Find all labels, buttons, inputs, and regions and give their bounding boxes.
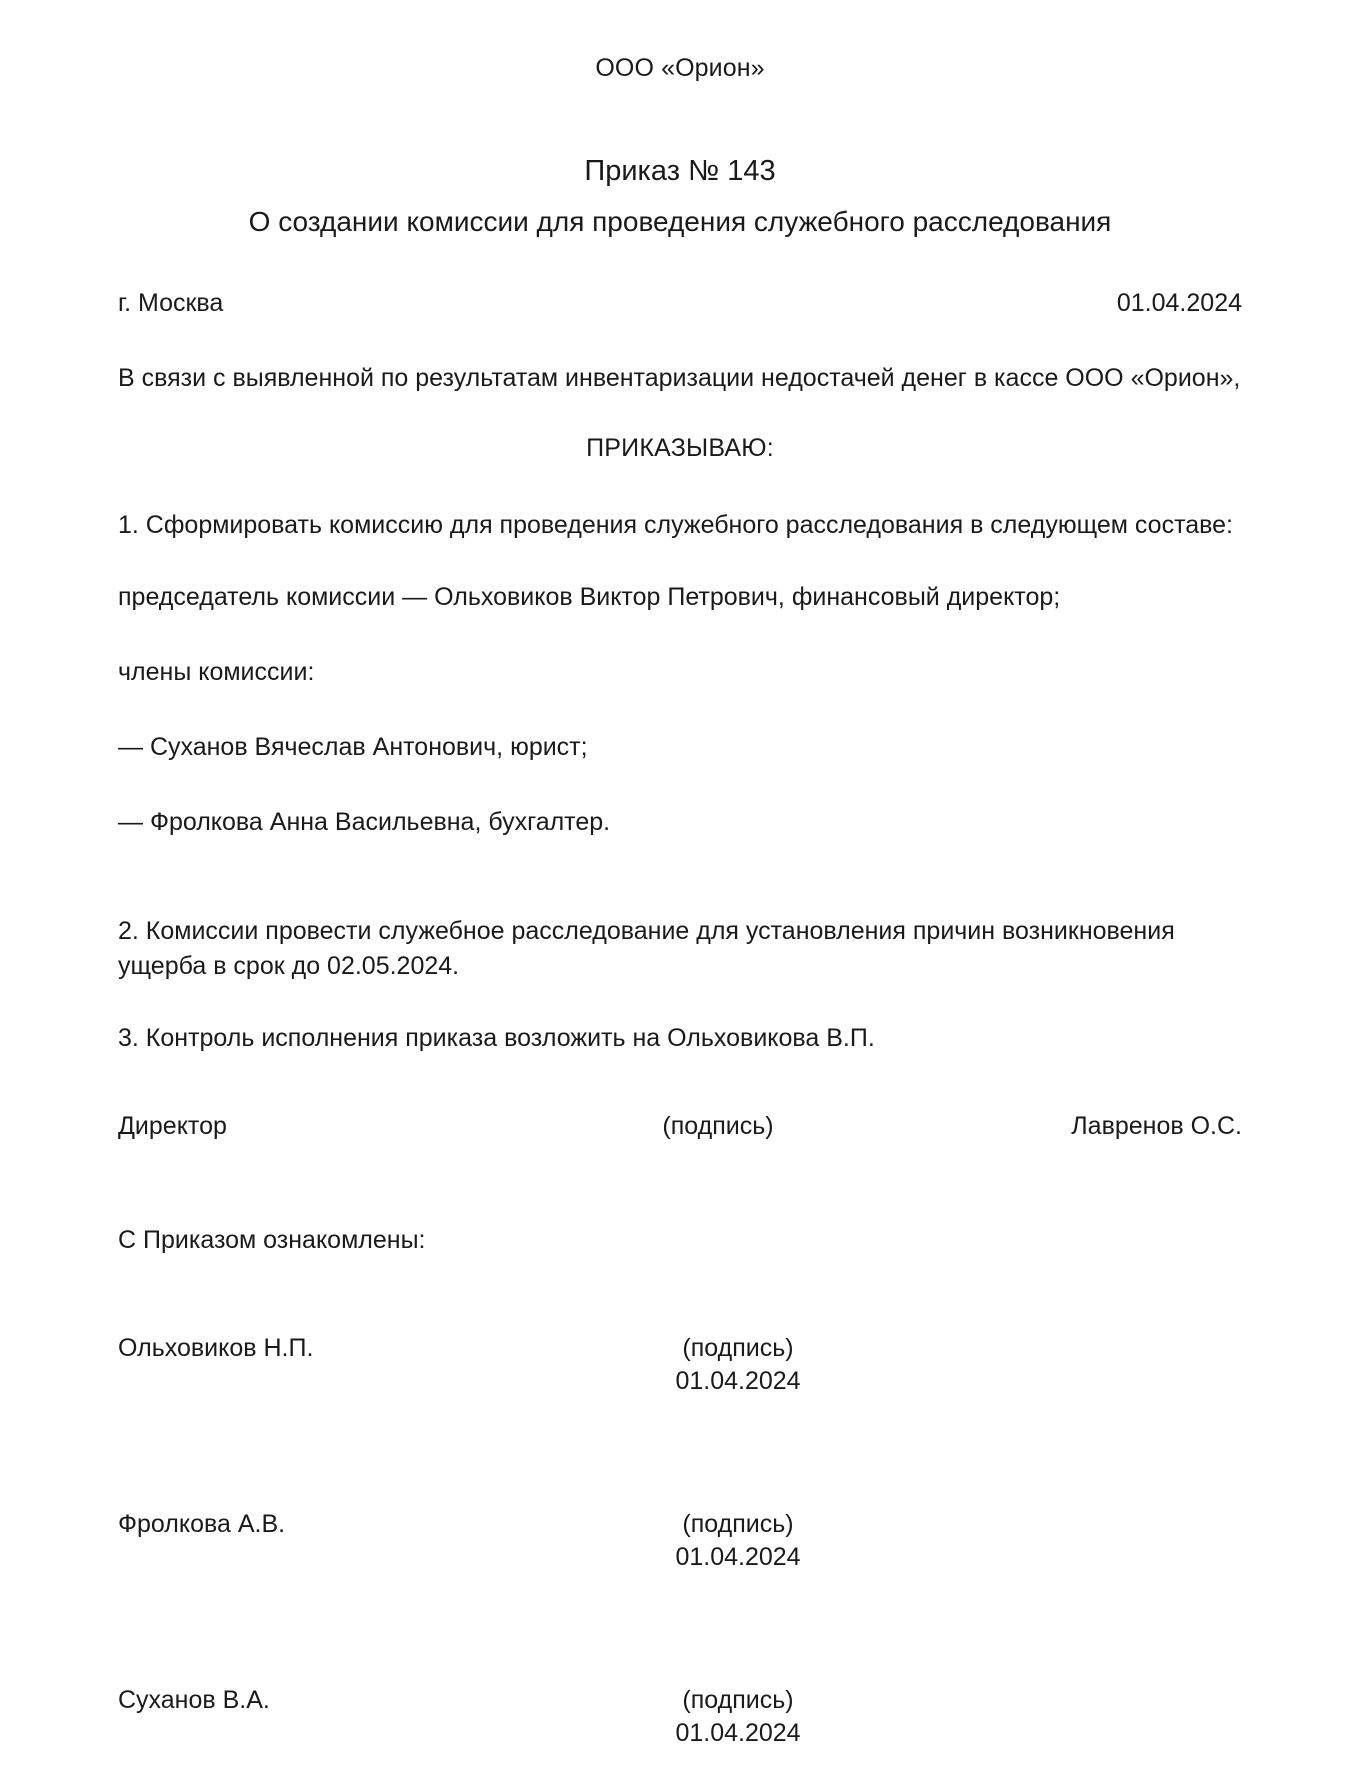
spacer: [118, 1398, 1242, 1508]
commission-member-1: — Суханов Вячеслав Антонович, юрист;: [118, 732, 588, 761]
page-title: Приказ № 143: [584, 154, 776, 187]
signature-placeholder: (подпись): [682, 1333, 794, 1362]
spacer: [118, 880, 1242, 914]
signature-date: 01.04.2024: [675, 1366, 801, 1395]
spacer: [118, 1092, 1242, 1110]
commission-members-label: члены комиссии:: [118, 657, 315, 686]
clause-1: 1. Сформировать комиссию для проведения служебного расследования в следующем составе:: [118, 511, 1234, 540]
acknowledgement-row: [118, 1332, 1242, 1398]
clause-3: 3. Контроль исполнения приказа возложить на Ольховикова В.П.: [118, 1023, 875, 1052]
commission-chairman: председатель комиссии — Ольховиков Виктор Петрович, финансовый директор;: [118, 582, 1061, 611]
acknowledger-signature-block: [588, 1684, 888, 1750]
acknowledgement-heading: С Приказом ознакомлены:: [118, 1225, 426, 1254]
order-keyword: ПРИКАЗЫВАЮ:: [586, 434, 774, 463]
acknowledger-name: Фролкова А.В.: [118, 1509, 286, 1538]
clause-2: 2. Комиссии провести служебное расследование для установления причин возникновения ущерба в срок до 02.05.2024.: [118, 916, 1175, 981]
signature-placeholder: (подпись): [682, 1509, 794, 1538]
signature-placeholder: (подпись): [682, 1685, 794, 1714]
acknowledgement-row: [118, 1684, 1242, 1750]
acknowledger-signature-block: [588, 1332, 888, 1398]
place-and-date-row: [118, 287, 1242, 321]
signature-date: 01.04.2024: [675, 1542, 801, 1571]
spacer: [118, 1574, 1242, 1684]
spacer: [118, 1150, 1242, 1224]
commission-member-2: — Фролкова Анна Васильевна, бухгалтер.: [118, 807, 611, 836]
acknowledgement-row: [118, 1508, 1242, 1574]
acknowledger-name: Суханов В.А.: [118, 1685, 270, 1714]
signature-date: 01.04.2024: [675, 1718, 801, 1747]
spacer: [118, 1258, 1242, 1332]
acknowledger-signature-block: [588, 1508, 888, 1574]
director-signature-placeholder: (подпись): [662, 1112, 774, 1141]
place-label: г. Москва: [118, 289, 224, 318]
preamble-paragraph: В связи с выявленной по результатам инвентаризации недостачей денег в кассе ООО «Орион»,: [118, 363, 1241, 392]
organization-name: ООО «Орион»: [595, 54, 765, 82]
document-date: 01.04.2024: [1116, 289, 1242, 318]
director-signature-row: [118, 1110, 1242, 1144]
acknowledger-name: Ольховиков Н.П.: [118, 1333, 314, 1362]
director-name: Лавренов О.С.: [1071, 1112, 1242, 1141]
director-role-label: Директор: [118, 1112, 227, 1141]
document-subtitle: О создании комиссии для проведения служебного расследования: [248, 206, 1112, 238]
